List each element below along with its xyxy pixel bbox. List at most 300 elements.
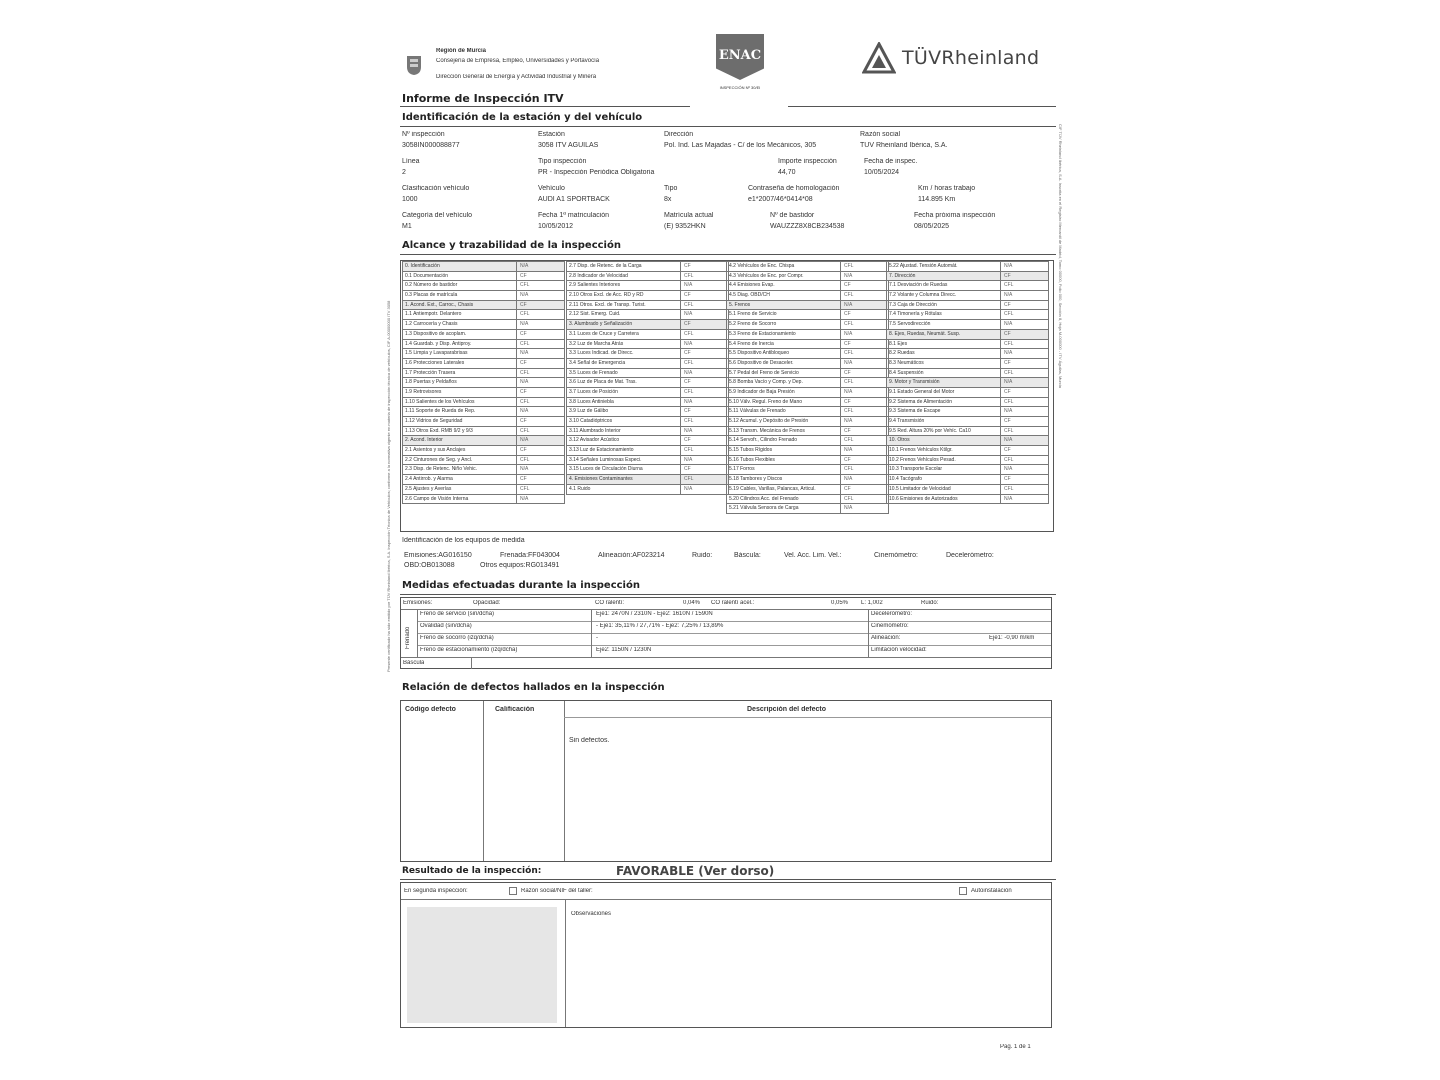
scope-item-result: CFL — [680, 359, 728, 368]
scope-item-result: CFL — [516, 369, 564, 378]
equip-ruido: Ruido: — [692, 552, 713, 559]
scope-item-result: CF — [680, 262, 728, 271]
stamp-area — [407, 907, 557, 1023]
scope-item-result: CF — [680, 465, 728, 474]
scope-item — [566, 484, 729, 495]
field-label: Vehículo — [538, 185, 565, 192]
meas-bascula: Báscula — [403, 660, 425, 666]
meas-limitacion: Limitación velocidad: — [871, 647, 927, 653]
meas-lambda: L: 1,002 — [861, 600, 883, 606]
result-label: Resultado de la inspección: — [402, 866, 542, 876]
equipment-line-1 — [404, 552, 1044, 561]
scope-item-label: 9.1 Estado General del Motor — [889, 388, 955, 395]
field-label: Línea — [402, 158, 420, 165]
scope-item-label: 2.4 Antirrob. y Alarma — [405, 476, 453, 483]
enac-text: ENAC — [718, 48, 762, 63]
field-label: Fecha de inspec. — [864, 158, 918, 165]
razon-social-taller: Razón social/NIF del taller: — [521, 888, 593, 894]
scope-item-result: CF — [1000, 475, 1048, 484]
scope-item-label: 9.4 Transmisión — [889, 418, 925, 424]
field-label: Razón social — [860, 131, 901, 138]
scope-item-result: CFL — [680, 301, 728, 310]
scope-item-label: 10.4 Tacógrafo — [889, 476, 922, 483]
field-label: Tipo inspección — [538, 158, 587, 165]
scope-item-label: 1.1 Antiempotr. Delantero — [405, 311, 462, 318]
field-value: M1 — [402, 223, 412, 230]
scope-item-result: N/A — [1000, 262, 1048, 271]
equipment-title: Identificación de los equipos de medida — [402, 537, 525, 544]
scope-item-result: N/A — [516, 465, 564, 474]
scope-item-label: 10. Otros — [889, 437, 910, 444]
scope-item-label: 9.5 Red. Altura 20% por Vehíc. Ca10 — [889, 427, 971, 434]
scope-item-label: 2.6 Campo de Visión Interna — [405, 495, 469, 502]
scope-item-result: CF — [1000, 330, 1048, 339]
scope-item-label: 8.2 Ruedas — [889, 350, 915, 357]
measures-table — [400, 597, 1052, 669]
region-name: Región de Murcia — [436, 48, 487, 54]
scope-item-result: N/A — [1000, 436, 1048, 445]
scope-item-result: CF — [680, 407, 728, 416]
field-label: Fecha 1ª matriculación — [538, 212, 610, 219]
scope-item-label: 1.11 Soporte de Rueda de Rep. — [405, 408, 476, 415]
scope-item-result: CF — [516, 272, 564, 281]
scope-item-label: 0.2 Número de bastidor — [405, 282, 458, 289]
scope-item-result: N/A — [840, 359, 888, 368]
scope-item-label: 1.13 Otros Exd. RMB 9/2 y 9/3 — [405, 427, 473, 434]
scope-item-label: 3.4 Señal de Emergencia — [569, 359, 626, 366]
scope-item-label: 3.1 Luces de Cruce y Carretera — [569, 330, 639, 337]
scope-item-result: CF — [840, 398, 888, 407]
scope-column — [402, 262, 565, 504]
defects-title: Relación de defectos hallados en la inspección — [402, 682, 665, 693]
scope-item-label: 5.16 Tubos Flexibles — [729, 456, 775, 463]
frenado-row-label: Freno de socorro (izq/dcha) — [420, 635, 494, 641]
meas-co-ralenti-acel-val: 0,05% — [831, 600, 849, 606]
field-label: Fecha próxima inspección — [914, 212, 996, 219]
frenado-row-label: Ovalidad (sin/dcha) — [420, 623, 472, 629]
scope-item — [886, 494, 1049, 505]
scope-item-label: 7.4 Timonería y Rótulas — [889, 311, 942, 318]
vehicle-row — [402, 158, 1052, 178]
frenado-label-cell — [401, 609, 418, 657]
scope-item-label: 5.7 Pedal del Freno de Servicio — [729, 369, 799, 376]
enac-subtext: INSPECCIÓN Nº 30/EI — [719, 85, 761, 90]
scope-item-result: CFL — [516, 281, 564, 290]
scope-item-result: CF — [840, 281, 888, 290]
scope-item-result: CFL — [1000, 369, 1048, 378]
scope-item-label: 5.14 Servofr., Cilindro Frenado — [729, 437, 798, 444]
scope-item-label: 1.12 Vidrios de Seguridad — [405, 418, 463, 424]
page-number: Pag. 1 de 1 — [1000, 1044, 1031, 1050]
scope-item-label: 3.12 Avisador Acústico — [569, 437, 620, 444]
consejeria-name: Consejería de Empresa, Empleo, Universidades y Portavocía — [436, 58, 600, 64]
equip-emisiones: Emisiones:AG016150 — [404, 552, 472, 559]
scope-item-label: 7. Dirección — [889, 272, 916, 279]
scope-item-label: 0.1 Documentación — [405, 272, 449, 279]
result-header-row — [401, 883, 1051, 900]
scope-item-label: 4.4 Emisiones Evap. — [729, 282, 775, 289]
scope-item-result: CF — [1000, 301, 1048, 310]
field-value: 1000 — [402, 196, 418, 203]
scope-item-label: 3.2 Luz de Marcha Atrás — [569, 340, 624, 347]
scope-item-label: 10.3 Transporte Escolar — [889, 466, 943, 473]
field-label: Matrícula actual — [664, 212, 714, 219]
scope-item — [726, 503, 889, 514]
scope-item-label: 5.17 Forros — [729, 466, 755, 473]
scope-item-label: 8. Ejes, Ruedas, Neumát. Susp. — [889, 330, 961, 337]
field-label: Tipo — [664, 185, 678, 192]
scope-item-label: 1.6 Protecciones Laterales — [405, 359, 465, 366]
scope-item-label: 3.10 Catadióptricos — [569, 418, 613, 424]
scope-item-label: 3.7 Luces de Posición — [569, 388, 618, 395]
segunda-inspeccion: En segunda inspección: — [404, 888, 468, 894]
scope-item-label: 1.4 Guardab. y Disp. Antiproy. — [405, 340, 472, 347]
enac-logo — [712, 34, 768, 104]
scope-item-result: N/A — [516, 378, 564, 387]
meas-alineacion: Alineación: — [871, 635, 901, 641]
scope-item-result: N/A — [1000, 465, 1048, 474]
report-sheet — [388, 32, 1064, 1062]
scope-item-result: CFL — [840, 465, 888, 474]
scope-item-label: 5.5 Dispositivo Antibloqueo — [729, 350, 790, 357]
field-value: PR - Inspección Periódica Obligatoria — [538, 169, 655, 176]
scope-item-result: N/A — [1000, 378, 1048, 387]
scope-item-label: 4.5 Diag. OBD/CH — [729, 292, 770, 299]
autoinstalacion-label: Autoinstalación — [971, 888, 1012, 894]
result-value: FAVORABLE (Ver dorso) — [616, 864, 775, 878]
scope-item-result: CF — [516, 417, 564, 426]
scope-item-label: 10.1 Frenos Vehículos Ktilgr. — [889, 447, 953, 454]
scope-item-result: CF — [680, 378, 728, 387]
scope-item-result: N/A — [840, 272, 888, 281]
scope-item-label: 8.3 Neumáticos — [889, 359, 924, 366]
field-value: 3058 ITV AGUILAS — [538, 142, 599, 149]
autoinstalacion-checkbox[interactable] — [959, 887, 967, 895]
scope-item-label: 3.13 Luz de Estacionamiento — [569, 447, 634, 454]
scope-item-result: CFL — [680, 446, 728, 455]
scope-section-title: Alcance y trazabilidad de la inspección — [402, 240, 621, 251]
scope-item-label: 5.22 Ajustad. Tensión Automát. — [889, 263, 958, 269]
scope-item-result: CFL — [840, 436, 888, 445]
scope-item-result: CFL — [840, 349, 888, 358]
equip-vel: Vel. Acc. Lim. Vel.: — [784, 552, 842, 559]
scope-item — [402, 494, 565, 505]
scope-item-result: CF — [1000, 446, 1048, 455]
scope-item-label: 4. Emisiones Contaminantes — [569, 476, 633, 483]
field-label: Dirección — [664, 131, 694, 138]
scope-item-result: N/A — [840, 330, 888, 339]
measures-row-bascula — [401, 657, 1051, 669]
scope-item-label: 9. Motor y Transmisión — [889, 379, 940, 386]
scope-item-label: 5.20 Cilindros Acc. del Frenado — [729, 495, 799, 502]
scope-item-label: 2.10 Otros Excl. de Acc. RD y RD — [569, 292, 644, 299]
scope-item-result: N/A — [516, 320, 564, 329]
report-title: Informe de Inspección ITV — [402, 92, 564, 105]
scope-item-result: CFL — [1000, 485, 1048, 494]
scope-item-label: 5.18 Tambores y Discos — [729, 476, 783, 483]
defects-table — [400, 700, 1052, 862]
scope-item-label: 2.7 Disp. de Retenc. de la Carga — [569, 263, 642, 269]
field-value: e1*2007/46*0414*08 — [748, 196, 813, 203]
scope-item-label: 7.2 Volante y Columna Direcc. — [889, 292, 957, 299]
frenado-label: Frenado — [405, 626, 411, 649]
scope-item-result: N/A — [516, 291, 564, 300]
scope-item-label: 2.9 Salientes Interiores — [569, 282, 621, 289]
scope-item-result: CF — [1000, 272, 1048, 281]
scope-item-label: 1.2 Carrocería y Chasis — [405, 321, 458, 328]
field-value: Pol. Ind. Las Majadas - C/ de los Mecánicos, 305 — [664, 142, 817, 149]
field-value: 08/05/2025 — [914, 223, 950, 230]
defects-col-calificacion: Calificación — [495, 706, 535, 713]
scope-item-result: CF — [840, 456, 888, 465]
frenado-row — [418, 645, 1051, 657]
tuv-brand: TÜVRheinland — [902, 47, 1040, 69]
equip-otros: Otros equipos:RG013491 — [480, 562, 560, 569]
field-value: 114.895 Km — [918, 196, 956, 203]
side-legal-left: Presente certificado ha sido emitido por TÜV Rheinland Ibérica, S.A. Inspección Técnica de Vehículos; conforme a la normativa vigente en materia de inspección técnica de vehículos, CIF A-00000000 ITV 3058 — [386, 300, 391, 672]
scope-item-label: 2.11 Otros. Excl. de Transp. Turist. — [569, 301, 646, 308]
segunda-checkbox[interactable] — [509, 887, 517, 895]
scope-item-label: 3.6 Luz de Placa de Mat. Tras. — [569, 379, 637, 386]
scope-item-label: 3.5 Luces de Frenado — [569, 369, 618, 376]
scope-item-label: 5. Frenos — [729, 301, 751, 308]
scope-item-result: CFL — [1000, 456, 1048, 465]
meas-decelerometro: Decelerómetro: — [871, 611, 913, 617]
scope-item-result: CFL — [680, 330, 728, 339]
scope-item-label: 5.3 Freno de Estacionamiento — [729, 330, 796, 337]
field-value: 3058IN000088877 — [402, 142, 460, 149]
scope-item-result: CF — [680, 291, 728, 300]
scope-item-label: 1.8 Puertas y Peldaños — [405, 379, 457, 386]
field-value: 2 — [402, 169, 406, 176]
frenado-row-value: - — [596, 635, 598, 641]
scope-item-label: 10.5 Limitador de Velocidad — [889, 485, 951, 492]
scope-item-result: N/A — [840, 446, 888, 455]
field-label: Nº de bastidor — [770, 212, 815, 219]
scope-item-result: CFL — [516, 398, 564, 407]
tuv-logo — [862, 42, 1062, 76]
scope-item-label: 7.5 Servodirección — [889, 321, 931, 328]
scope-item-result: CFL — [840, 407, 888, 416]
scope-item-result: CFL — [516, 427, 564, 436]
scope-item-result: CFL — [516, 310, 564, 319]
scope-item-label: 8.4 Suspensión — [889, 369, 924, 376]
scope-item-label: 3.9 Luz de Gálibo — [569, 408, 609, 415]
field-label: Contraseña de homologación — [748, 185, 840, 192]
scope-item-result: CFL — [840, 495, 888, 504]
defects-col-descripcion: Descripción del defecto — [747, 706, 826, 713]
scope-item-label: 10.2 Frenos Vehículos Pesad. — [889, 456, 956, 463]
meas-emisiones: Emisiones: — [403, 600, 433, 606]
equip-decelerometro: Decelerómetro: — [946, 552, 994, 559]
meas-opacidad: Opacidad: — [473, 600, 501, 606]
scope-item-result: CF — [840, 340, 888, 349]
field-label: Nº inspección — [402, 131, 445, 138]
scope-item-label: 1.5 Limpia y Lavaparabrisas — [405, 350, 468, 357]
field-label: Importe inspección — [778, 158, 837, 165]
scope-item-label: 7.1 Desviación de Ruedas — [889, 282, 948, 289]
scope-item-label: 4.3 Vehículos de Enc. por Compr. — [729, 272, 804, 279]
scope-item-result: CF — [1000, 417, 1048, 426]
scope-item-result: N/A — [516, 349, 564, 358]
scope-item-result: CF — [516, 388, 564, 397]
scope-item-result: CF — [1000, 359, 1048, 368]
scope-item-result: N/A — [680, 398, 728, 407]
vehicle-section-title: Identificación de la estación y del vehículo — [402, 112, 643, 123]
meas-co-ralenti: CO ralentí: — [595, 600, 625, 606]
scope-item-label: 3.8 Luces Antiniebla — [569, 398, 614, 405]
scope-item-result: CF — [840, 427, 888, 436]
scope-item-result: N/A — [1000, 407, 1048, 416]
scope-item-result: CF — [516, 446, 564, 455]
result-table — [400, 882, 1052, 1028]
scope-item-label: 2.1 Asientos y sus Anclajes — [405, 447, 466, 454]
scope-item-result: CFL — [1000, 427, 1048, 436]
scope-item-label: 0. Identificación — [405, 263, 440, 269]
field-label: Km / horas trabajo — [918, 185, 976, 192]
scope-item-result: N/A — [840, 417, 888, 426]
scope-item-result: CFL — [1000, 398, 1048, 407]
scope-item-label: 2.5 Ajustes y Averías — [405, 485, 452, 492]
scope-item-result: N/A — [516, 407, 564, 416]
scope-item-result: CF — [516, 301, 564, 310]
scope-item-result: N/A — [516, 436, 564, 445]
field-value: AUDI A1 SPORTBACK — [538, 196, 610, 203]
vehicle-row — [402, 185, 1052, 205]
frenado-row-value: Eje2: 1150N / 1230N — [596, 647, 652, 653]
observaciones-label: Observaciones — [571, 911, 612, 917]
scope-item-result: N/A — [840, 475, 888, 484]
scope-item-result: CFL — [516, 485, 564, 494]
scope-item-result: CF — [1000, 388, 1048, 397]
scope-item-label: 1.10 Salientes de los Vehículos — [405, 398, 475, 405]
scope-item-result: N/A — [680, 281, 728, 290]
scope-item-result: CFL — [1000, 340, 1048, 349]
scope-item-label: 3.14 Señales Luminosas Especi. — [569, 456, 642, 463]
scope-item-label: 5.21 Válvula Sensora de Carga — [729, 505, 799, 512]
scope-item-result: CFL — [840, 378, 888, 387]
side-legal-right: CIF TÜV Rheinland Ibérica, S.A. Inscrita en el Registro Mercantil de Madrid, Tomo 00000, Folio 000, Sección 8, Hoja M-000000 - ITV Águilas, Murcia — [1058, 124, 1063, 388]
scope-item-result: N/A — [840, 301, 888, 310]
frenado-row-label: Freno de estacionamiento (izq/dcha) — [420, 647, 518, 653]
scope-item-result: CFL — [680, 272, 728, 281]
scope-item-result: N/A — [680, 310, 728, 319]
field-value: 10/05/2012 — [538, 223, 574, 230]
tuv-triangle-icon — [862, 42, 896, 74]
scope-item-label: 1.9 Retrovisores — [405, 388, 442, 395]
scope-column — [726, 262, 889, 514]
scope-item-result: CF — [680, 349, 728, 358]
vehicle-row — [402, 131, 1052, 151]
equip-cinemometro: Cinemómetro: — [874, 552, 918, 559]
scope-item-result: CFL — [516, 456, 564, 465]
meas-cinemometro: Cinemómetro: — [871, 623, 909, 629]
scope-item-label: 4.1 Ruido — [569, 485, 591, 492]
scope-item-result: CFL — [516, 340, 564, 349]
scope-item-label: 5.4 Freno de Inercia — [729, 340, 774, 347]
scope-item-label: 1. Acond. Ext., Carroc., Chasis — [405, 301, 474, 308]
equip-bascula: Báscula: — [734, 552, 761, 559]
field-value: TÜV Rheinland Ibérica, S.A. — [860, 142, 948, 149]
scope-item-result: N/A — [1000, 495, 1048, 504]
scope-item-label: 5.19 Cables, Varillas, Palancas, Articul. — [729, 485, 816, 492]
scope-item-label: 2. Acond. Interior — [405, 437, 443, 444]
vehicle-row — [402, 212, 1052, 232]
frenado-row-value: - Eje1: 35,11% / 27,71% - Eje2: 7,25% / 13,89% — [596, 623, 724, 629]
scope-item-result: CFL — [840, 291, 888, 300]
scope-item-result: CF — [680, 436, 728, 445]
scope-item-label: 1.7 Protección Trasera — [405, 369, 456, 376]
scope-item-label: 3.3 Luces Indicad. de Direcc. — [569, 350, 634, 357]
field-value: (E) 9352HKN — [664, 223, 706, 230]
frenado-block — [401, 609, 1051, 657]
scope-item-result: CF — [516, 359, 564, 368]
scope-item-label: 2.2 Cinturones de Seg. y Ancl. — [405, 456, 473, 463]
field-label: Categoría del vehículo — [402, 212, 473, 219]
scope-column — [566, 262, 729, 495]
scope-item-label: 10.6 Emisiones de Autorizados — [889, 495, 958, 502]
scope-item-result: N/A — [680, 485, 728, 494]
meas-co-ralenti-val: 0,04% — [683, 600, 701, 606]
scope-item-label: 8.1 Ejes — [889, 340, 908, 347]
scope-item-label: 3. Alumbrado y Señalización — [569, 321, 633, 328]
scope-item-label: 5.1 Freno de Servicio — [729, 311, 777, 318]
scope-item-result: CFL — [1000, 281, 1048, 290]
scope-item-label: 5.11 Válvulas de Frenado — [729, 408, 786, 415]
equipment-line-2 — [404, 562, 804, 571]
frenado-row-value: Eje1: 2470N / 2310N - Eje2: 1610N / 1590N — [596, 611, 713, 617]
scope-item-label: 1.3 Dispositivo de acoplam. — [405, 330, 467, 337]
equip-alineacion: Alineación:AF023214 — [598, 552, 665, 559]
scope-item-result: N/A — [1000, 291, 1048, 300]
scope-item-result: N/A — [516, 262, 564, 271]
field-label: Estación — [538, 131, 565, 138]
direccion-general: Dirección General de Energía y Actividad Industrial y Minera — [436, 74, 597, 80]
meas-co-ralenti-acel: CO ralentí acel.: — [711, 600, 755, 606]
scope-item-result: CF — [840, 310, 888, 319]
equip-frenada: Frenada:FF043004 — [500, 552, 560, 559]
scope-item-label: 7.3 Caja de Dirección — [889, 301, 937, 308]
scope-item-result: N/A — [840, 388, 888, 397]
scope-item-result: N/A — [1000, 349, 1048, 358]
meas-alineacion-val: Eje1: -0,90 m/km — [989, 635, 1035, 641]
defects-none: Sin defectos. — [569, 737, 610, 744]
scope-item-label: 5.12 Acumul. y Depósito de Presión — [729, 418, 809, 424]
field-value: 44,70 — [778, 169, 796, 176]
defects-col-codigo: Código defecto — [405, 706, 456, 713]
scope-item-result: N/A — [1000, 320, 1048, 329]
scope-item-label: 9.2 Sistema de Alimentación — [889, 398, 953, 405]
scope-item-label: 5.8 Bomba Vacío y Comp. y Dep. — [729, 379, 803, 386]
scope-item-label: 5.15 Tubos Rígidos — [729, 447, 773, 454]
scope-item-result: N/A — [680, 369, 728, 378]
scope-item-result: CF — [516, 475, 564, 484]
scope-item-result: CFL — [680, 388, 728, 397]
scope-item-label: 9.3 Sistema de Escape — [889, 408, 941, 415]
scope-item-label: 5.9 Indicador de Baja Presión — [729, 388, 795, 395]
scope-item-result: N/A — [680, 456, 728, 465]
scope-item-result: N/A — [516, 495, 564, 504]
scope-item-result: CFL — [680, 417, 728, 426]
field-label: Clasificación vehículo — [402, 185, 470, 192]
scope-item-label: 5.13 Transm. Mecánica de Frenos — [729, 427, 805, 434]
scope-item-label: 2.3 Disp. de Retenc. Niño Vehic. — [405, 466, 477, 473]
scope-item-label: 2.12 Sist. Emerg. Cuid. — [569, 311, 621, 318]
scope-item-result: N/A — [680, 427, 728, 436]
scope-item-label: 5.10 Válv. Regul. Freno de Mano — [729, 398, 803, 405]
scope-item-result: CF — [840, 485, 888, 494]
scope-item-label: 5.6 Dispositivo de Desaceler. — [729, 359, 794, 366]
